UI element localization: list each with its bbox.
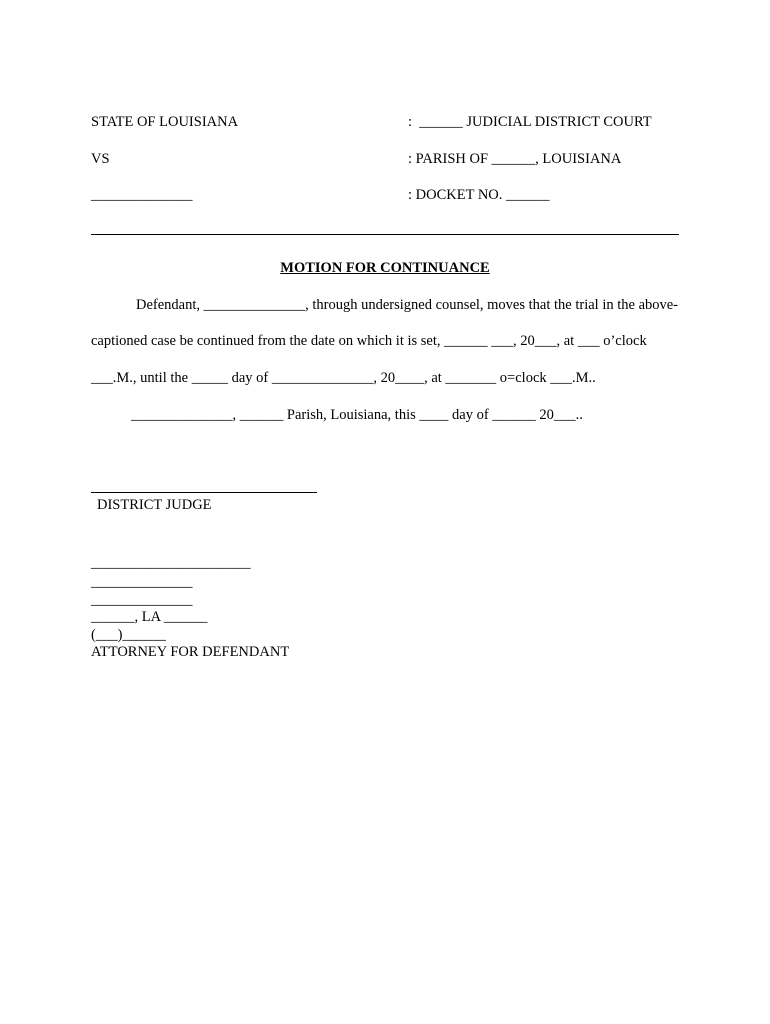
motion-body-line-1: Defendant, ______________, through undersigned counsel, moves that the trial in the above- bbox=[136, 297, 679, 313]
vs-label: VS bbox=[91, 151, 110, 167]
court-label: : ______ JUDICIAL DISTRICT COURT bbox=[408, 114, 652, 130]
district-judge-label: DISTRICT JUDGE bbox=[97, 497, 212, 513]
attorney-for-defendant-label: ATTORNEY FOR DEFENDANT bbox=[91, 644, 290, 660]
document-title: MOTION FOR CONTINUANCE bbox=[280, 260, 490, 276]
state-label: STATE OF LOUISIANA bbox=[91, 114, 239, 130]
judge-signature-line bbox=[91, 492, 317, 493]
attorney-address-blank-1: ______________ bbox=[91, 574, 193, 590]
attorney-address-blank-2: ______________ bbox=[91, 592, 193, 608]
defendant-name-blank: ______________ bbox=[91, 187, 193, 203]
motion-body-line-4: ______________, ______ Parish, Louisiana, this ____ day of ______ 20___.. bbox=[131, 407, 583, 423]
parish-label: : PARISH OF ______, LOUISIANA bbox=[408, 151, 622, 167]
attorney-phone: (___)______ bbox=[91, 627, 166, 643]
attorney-name-blank: ______________________ bbox=[91, 555, 251, 571]
motion-body-line-2: captioned case be continued from the date on which it is set, ______ ___, 20___, at ___ o’clock bbox=[91, 333, 647, 349]
motion-body-line-3: ___.M., until the _____ day of ______________, 20____, at _______ o=clock ___.M.. bbox=[91, 370, 596, 386]
docket-label: : DOCKET NO. ______ bbox=[408, 187, 550, 203]
caption-divider bbox=[91, 234, 679, 235]
attorney-city-state: ______, LA ______ bbox=[91, 609, 208, 625]
